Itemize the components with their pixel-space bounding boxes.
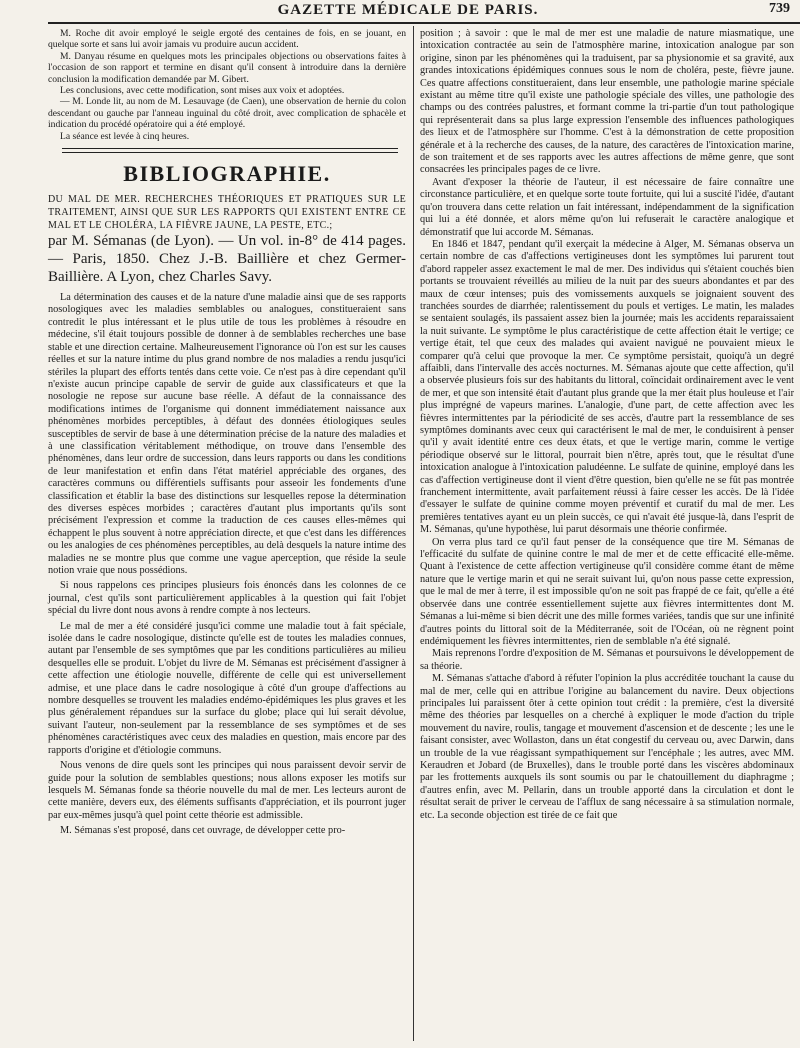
review-paragraph: Avant d'exposer la théorie de l'auteur, il est nécessaire de faire connaître une circonstance particulière, et en quelque sorte toute fortuite, qui lui a suscité l'idée, d'autant qu'on trouvera dans cette relation un fait intéressant, indépendamment de la signification qui lui a été donnée, et alors même qu'on lui refuserait le caractère analogique et démonstratif que lui accorde M. Sémanas. [420, 176, 794, 238]
journal-title: GAZETTE MÉDICALE DE PARIS. [277, 2, 539, 18]
review-paragraph: Mais reprenons l'ordre d'exposition de M. Sémanas et poursuivons le développement de sa théorie. [420, 648, 794, 672]
review-paragraph: La détermination des causes et de la nature d'une maladie ainsi que de ses rapports nosologiques avec les maladies semblables ou analogues, constitueraient sans contredit le plus intéressant et le plus utile de tous les problèmes à résoudre en médecine, s'il était toujours possible de donner à de semblables recherches une base stable et une direction certaine. Malheureusement l'ignorance où l'on est sur les causes réelles et sur la nature intime du plus grand nombre de nos maladies a rendu jusqu'ici stériles la plupart des efforts tentés dans cette voie. Ce n'est pas à dire cependant qu'il n'existe aucun principe capable de servir de guide aux classificateurs et que la nosologie ne repose sur aucune base réelle. A défaut de la connaissance des modifications intimes de l'organisme qui donnent immédiatement naissance aux phénomènes morbides perceptibles, à défaut des données étiologiques seules susceptibles de servir de base à une détermination précise de la nature des maladies et à une classification véritablement méthodique, on trouve dans l'ensemble des phénomènes, dans leur ordre de succession, dans leurs rapports ou dans les conditions de leur manifestation et enfin dans l'état matériel appréciable des organes, des caractères communs ou différentiels suffisants pour asseoir les fondements d'une classification et établir la base des distinctions sur lesquelles repose la détermination des diverses espèces morbides ; caractères d'autant plus importants qu'ils sont précisément l'expression et comme la traduction de ces causes elles-mêmes qui échappent le plus souvent à notre appréciation directe, et que c'est dans les différences ou les analogies de ces phénomènes perceptibles, au delà desquels la nature intime des maladies ne se montre plus que comme une vague aperception, que réside la seule notion vraie que nous possédions. [48, 292, 406, 576]
left-column [48, 28, 406, 838]
minutes-paragraph: La séance est levée à cinq heures. [60, 130, 190, 142]
minutes-paragraph: M. Roche dit avoir employé le seigle ergoté des centaines de fois, en se jouant, en quelque sorte et sans lui avoir jamais vu produire aucun accident. [48, 28, 406, 51]
review-paragraph: Le mal de mer a été considéré jusqu'ici comme une maladie tout à fait spéciale, isolée dans le cadre nosologique, distincte qu'elle est de toutes les maladies connues, autant par l'ensemble de ses symptômes que par les conditions particulières au milieu desquelles elle se produit. L'objet du livre de M. Sémanas est précisément d'assigner à cette affection une étiologie nouvelle, différente de celle qui est universellement admise, et une place dans le cadre nosologique à côté d'un groupe d'affections au nombre desquelles se trouvent les maladies endémo-épidémiques les plus graves et les plus généralement répandues sur la surface du globe; place qui lui serait dévolue, suivant l'auteur, non-seulement par la ressemblance de ses symptômes et de ses phénomènes caractéristiques avec ceux des maladies en question, mais encore par des rapports d'origine et d'étiologie communs. [48, 620, 406, 756]
review-paragraph: En 1846 et 1847, pendant qu'il exerçait la médecine à Alger, M. Sémanas observa un certain nombre de cas d'affections vertigineuses dont les symptômes lui parurent tout d'abord rappeler assez exactement le mal de mer. Des individus qui s'étaient couchés bien portants se trouvaient réveillés au milieu de la nuit par des sueurs abondantes et par des maux de cœur intenses; puis des vomissements auxquels se joignaient souvent des tranchées sourdes de diarrhée; ralentissement du pouls et vertiges. Le matin, les malades se sentaient soulagés, ils passaient assez bien la journée; mais les accidents reparaissaient la nuit suivante. Le symptôme le plus caractéristique de cette affection était le vertige; ce vertige était, tel que ceux des malades qui avaient navigué ne pouvaient mieux le comparer qu'à celui que provoque la mer. Ce symptôme persistait, quoiqu'à un degré affaibli, dans l'intervalle des accès nocturnes. M. Sémanas ajoute que cette affection, qu'il a observée plusieurs fois sur des habitants du littoral, coïncidait ordinairement avec le vent de mer, et que son intensité était d'autant plus grande que la mer était plus houleuse et l'air plus imprégné de vapeurs marines. L'analogie, d'une part, de cette affection avec les fièvres intermittentes par la périodicité de ses accès, d'autre part la ressemblance de ses symptômes dominants avec ceux qui caractérisent le mal de mer, le conduisirent à penser qu'il y avait identité entre ces deux états, et que le vertige marin, comme le vertige périodique observé sur le littoral, pourrait bien n'être, après tout, que le résultat d'une intoxication analogue à l'intoxication paludéenne. Le sulfate de quinine, employé dans les cas d'affection vertigineuse dont il vient d'être question, bien qu'elle ne se fût pas montrée franchement intermittente, avait parfaitement réussi à faire cesser les accès. De là l'idée d'essayer le sulfate de quinine comme moyen préventif et curatif du mal de mer. Les premières tentatives ayant eu un plein succès, ce qui n'avait été jusque-là, dans l'esprit de M. Sémanas, qu'une hypothèse, lui parut désormais une théorie confirmée. [420, 238, 794, 536]
book-reference: par M. Sémanas (de Lyon). — Un vol. in-8° de 414 pages. — Paris, 1850. Chez J.-B. Baillière et chez Germer-Baillière. A Lyon, chez Charles Savy. [48, 233, 406, 286]
section-rule [62, 148, 398, 153]
review-paragraph: Si nous rappelons ces principes plusieurs fois énoncés dans les colonnes de ce journal, c'est qu'ils sont particulièrement applicables à la question qui fait l'objet spécial du livre dont nous avons à rendre compte à nos lecteurs. [48, 580, 406, 617]
minutes-paragraph: M. Danyau résume en quelques mots les principales objections ou observations faites à l'occasion de son rapport et termine en disant qu'il consent à introduire dans la dernière conclusion la modification demandée par M. Gibert. [48, 50, 406, 85]
page-number: 739 [769, 1, 790, 16]
review-paragraph: M. Sémanas s'est proposé, dans cet ouvrage, de développer cette pro- [60, 825, 346, 837]
book-title: DU MAL DE MER. RECHERCHES THÉORIQUES ET PRATIQUES SUR LE TRAITEMENT, AINSI QUE SUR LES RAPPORTS QUI EXISTENT ENTRE CE MAL ET LE CHOLÉRA, LA FIÈVRE JAUNE, LA PESTE, ETC.; [48, 194, 406, 232]
review-paragraph: On verra plus tard ce qu'il faut penser de la conséquence que tire M. Sémanas de l'efficacité du sulfate de quinine contre le mal de mer et de cette efficacité elle-même. Quant à l'existence de cette affection vertigineuse qu'il considère comme étant de même nature que le vertige marin et qui ne serait suivant lui, qu'on nous passe cette expression, que le mal de mer à terre, il est impossible qu'on ne soit pas frappé de ce fait, qu'elle a été observée dans une contrée essentiellement sujette aux fièvres intermittentes dont M. Sémanas a lui-même si bien décrit une des mille formes variées, tandis que sur une infinité d'autres points du littoral soit de la Méditerranée, soit de l'Océan, où ne règnent point endémiquement les fièvres intermittentes, rien de semblable n'a été signalé. [420, 536, 795, 647]
page-header [48, 0, 790, 22]
review-paragraph: M. Sémanas s'attache d'abord à réfuter l'opinion la plus accréditée touchant la cause du mal de mer, celle qui en attribue l'origine au balancement du navire. Deux objections principales lui paraissent ôter à cette opinion tout crédit : la première, c'est la diversité même des théories par lesquelles on a cherché à expliquer le mode d'action du triple mouvement du navire, roulis, tangage et mouvement d'ascension et de descente ; les une le faisant consister, avec Wollaston, dans un état congestif du cerveau ou, avec Darwin, dans un trouble de la vue réagissant sympathiquement sur l'encéphale ; les autres, avec MM. Keraudren et Jobard (de Bruxelles), dans le trouble porté dans les viscères abdominaux par les frottements auxquels ils sont soumis ou par le chatouillement du diaphragme ; d'autres enfin, avec M. Pellarin, dans un trouble apporté dans la circulation et dont le résultat serait de priver le cerveau de l'afflux de sang nécessaire à sa stimulation normale, etc. La seconde objection est tirée de ce fait que [420, 673, 794, 821]
minutes-paragraph: — M. Londe lit, au nom de M. Lesauvage (de Caen), une observation de hernie du colon descendant ou gauche par l'anneau inguinal du côté droit, avec complication de sphacèle et indication du procédé opératoire qui a été employé. [48, 96, 406, 131]
column-divider [413, 26, 414, 1041]
right-column [420, 28, 794, 822]
minutes-paragraph: Les conclusions, avec cette modification, sont mises aux voix et adoptées. [60, 85, 345, 97]
review-paragraph: position ; à savoir : que le mal de mer est une maladie de nature miasmatique, une intoxication contractée au sein de l'atmosphère marine, intoxication analogue par son origine, sinon par les phénomènes qui la traduisent, par sa physionomie et sa gravité, aux grandes intoxications épidémiques connues sous le nom de choléra, peste, fièvre jaune. Ces quatre affections constitueraient, dans leur ensemble, une pathologie marine spéciale existant au même titre qu'il existe une pathologie spéciale des villes, une pathologie des champs ou des contrées palustres, et formant comme la tri-partie d'un tout pathologique qui représenterait dans sa plus large expression l'ensemble des influences pathologiques des lieux et de l'atmosphère sur l'homme. C'est à la démonstration de cette proposition générale et à la recherche des causes, de la nature, des caractères de l'intoxication marine, de son traitement et de ses rapports avec les autres affections de même genre, que sont consacrées les principales pages de ce livre. [420, 28, 794, 176]
section-title: BIBLIOGRAPHIE. [123, 161, 331, 187]
review-paragraph: Nous venons de dire quels sont les principes qui nous paraissent devoir servir de guide pour la solution de semblables questions; nous allons exposer les motifs sur lesquels M. Sémanas fonde sa théorie nouvelle du mal de mer. Les lecteurs auront de cette manière, devers eux, des éléments suffisants d'appréciation, et ils pourront juger par eux-mêmes jusqu'à quel point cette théorie est admissible. [48, 760, 406, 821]
header-rule [48, 22, 800, 24]
